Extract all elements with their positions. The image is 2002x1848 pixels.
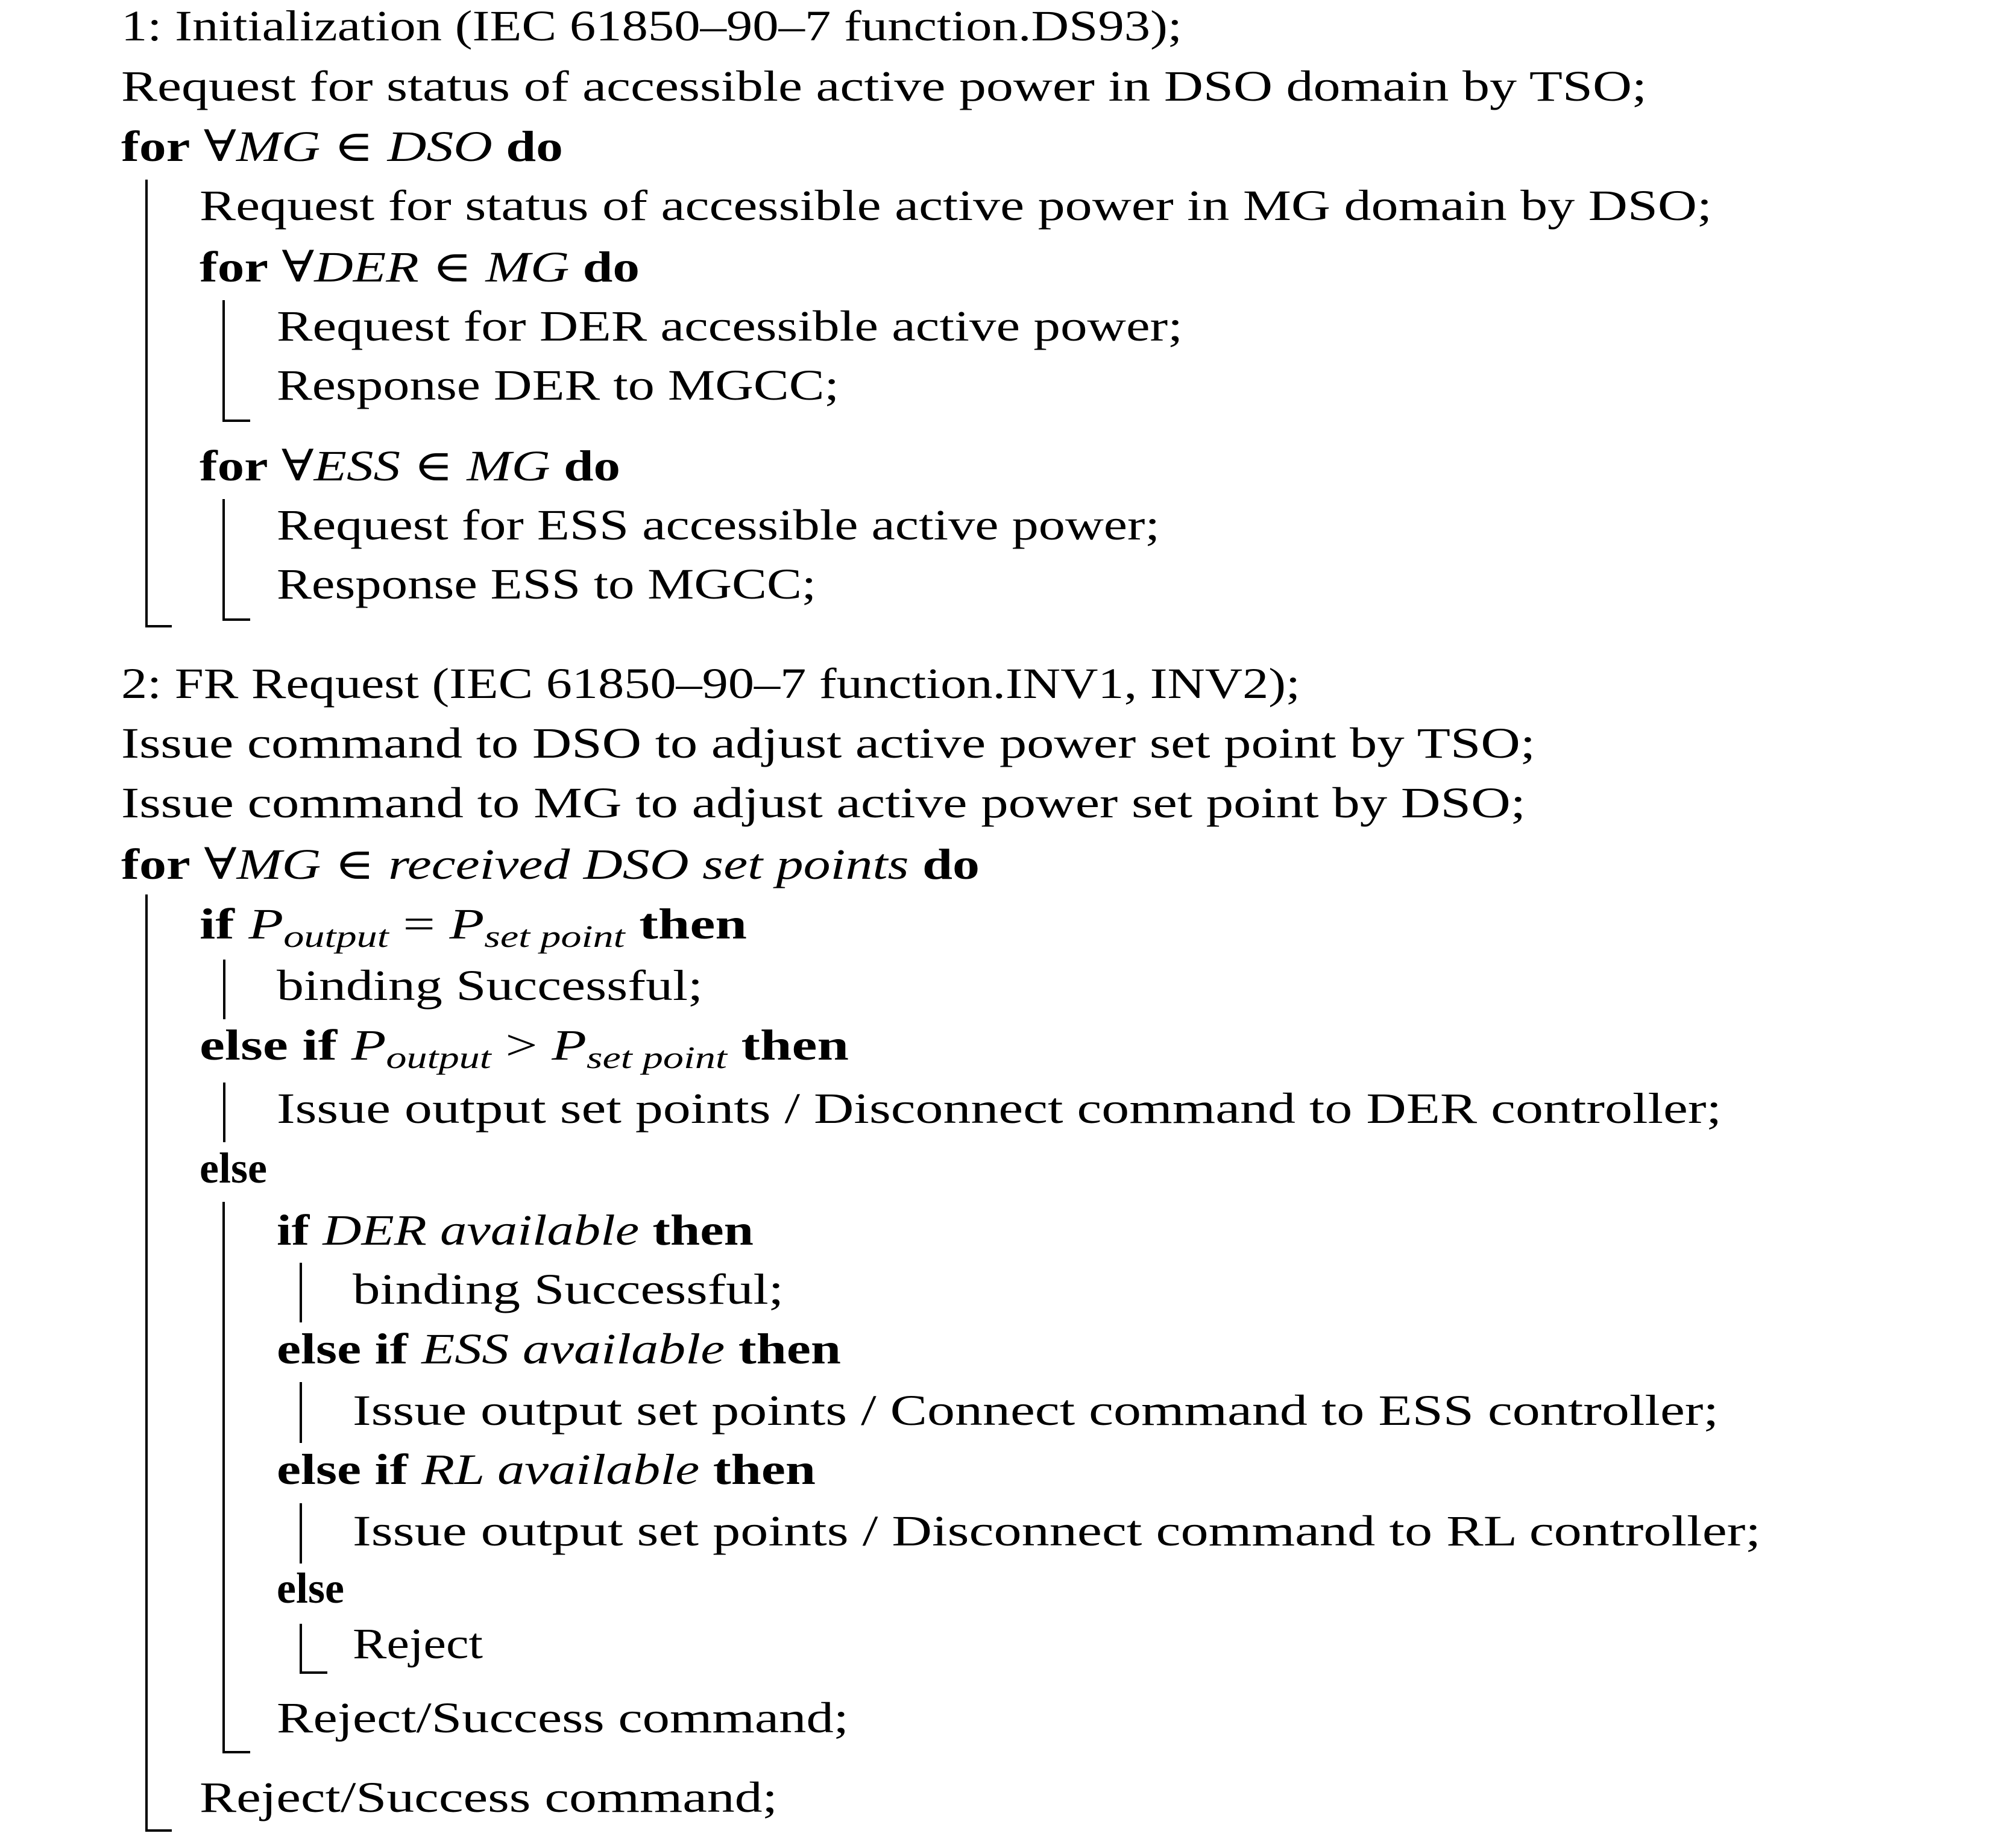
issue-disconnect-rl: Issue output set points / Disconnect command to RL controller; <box>353 1507 1761 1555</box>
var-p: P <box>449 900 476 948</box>
loop-expr: received DSO set points <box>388 840 805 888</box>
var-p: P <box>248 900 275 948</box>
loop-der-in-mg <box>200 243 640 291</box>
keyword-else: else <box>200 1144 267 1192</box>
var-p: P <box>351 1021 378 1069</box>
operator-greater: > <box>491 1021 538 1069</box>
subscript-setpoint: set point <box>484 920 591 954</box>
keyword-else-if: else if <box>277 1325 382 1373</box>
section2-header: 2: FR Request (IEC 61850–90–7 function.INV1, INV2); <box>121 659 1300 708</box>
request-dso-status: Request for status of accessible active power in DSO domain by TSO; <box>121 62 1647 110</box>
keyword-if: if <box>200 900 226 948</box>
if-output-equals-setpoint <box>200 900 747 954</box>
issue-command-dso: Issue command to DSO to adjust active power set point by TSO; <box>121 719 1535 767</box>
keyword-else-inner: else <box>277 1564 344 1612</box>
keyword-then: then <box>741 1021 823 1069</box>
elseif-rl-available <box>277 1445 816 1494</box>
binding-successful: binding Successful; <box>277 961 703 1010</box>
block-bar-else-inner <box>301 1624 327 1673</box>
keyword-do: do <box>506 122 552 171</box>
binding-successful-der: binding Successful; <box>353 1265 784 1313</box>
issue-command-mg: Issue command to MG to adjust active power set point by DSO; <box>121 779 1526 827</box>
keyword-for: for <box>121 840 177 888</box>
response-der: Response DER to MGCC; <box>277 361 839 409</box>
var-p: P <box>552 1021 579 1069</box>
elseif-ess-available <box>277 1325 841 1373</box>
loop-ess-in-mg <box>200 442 620 490</box>
response-ess: Response ESS to MGCC; <box>277 560 816 608</box>
keyword-for: for <box>200 442 255 490</box>
request-mg-status: Request for status of accessible active power in MG domain by DSO; <box>200 181 1712 230</box>
loop-expr-prefix: ∀MG ∈ <box>204 840 352 888</box>
request-ess-power: Request for ESS accessible active power; <box>277 501 1160 549</box>
subscript-output: output <box>283 920 364 954</box>
section1-header: 1: Initialization (IEC 61850–90–7 function.DS93); <box>121 2 1182 50</box>
if-der-available <box>277 1206 754 1254</box>
reject: Reject <box>353 1620 483 1668</box>
condition: DER available <box>323 1206 580 1254</box>
reject-success-inner: Reject/Success command; <box>277 1694 849 1742</box>
keyword-else-if: else if <box>277 1445 382 1494</box>
keyword-else-if: else if <box>200 1021 304 1069</box>
operator-equals: = <box>388 900 435 948</box>
block-bar-else <box>224 1202 250 1752</box>
keyword-do: do <box>563 442 610 490</box>
elseif-output-greater-setpoint <box>200 1021 849 1075</box>
subscript-output: output <box>386 1041 467 1075</box>
request-der-power: Request for DER accessible active power; <box>277 302 1183 350</box>
block-bar-ess-loop <box>224 499 250 620</box>
keyword-if: if <box>277 1206 303 1254</box>
condition: RL available <box>421 1445 644 1494</box>
reject-success-outer: Reject/Success command; <box>200 1773 778 1821</box>
keyword-do: do <box>582 243 629 291</box>
keyword-then: then <box>652 1206 735 1254</box>
keyword-do: do <box>922 840 969 888</box>
loop-expr: ∀MG ∈ DSO <box>203 122 436 171</box>
condition: ESS available <box>421 1325 664 1373</box>
keyword-then: then <box>738 1325 820 1373</box>
keyword-then: then <box>713 1445 795 1494</box>
keyword-for: for <box>200 243 255 291</box>
block-bar-setpoint-loop <box>146 894 172 1831</box>
block-bar-mg-loop <box>146 180 172 626</box>
loop-mg-setpoints <box>121 840 980 888</box>
keyword-then: then <box>639 900 722 948</box>
issue-disconnect-der: Issue output set points / Disconnect command to DER controller; <box>277 1084 1722 1133</box>
loop-expr: ∀ESS ∈ MG <box>281 442 499 490</box>
loop-mg-in-dso <box>121 122 563 171</box>
block-bar-der-loop <box>224 300 250 421</box>
subscript-setpoint: set point <box>586 1041 694 1075</box>
loop-expr: ∀DER ∈ MG <box>282 243 514 291</box>
issue-connect-ess: Issue output set points / Connect command to ESS controller; <box>353 1386 1719 1435</box>
keyword-for: for <box>121 122 177 171</box>
